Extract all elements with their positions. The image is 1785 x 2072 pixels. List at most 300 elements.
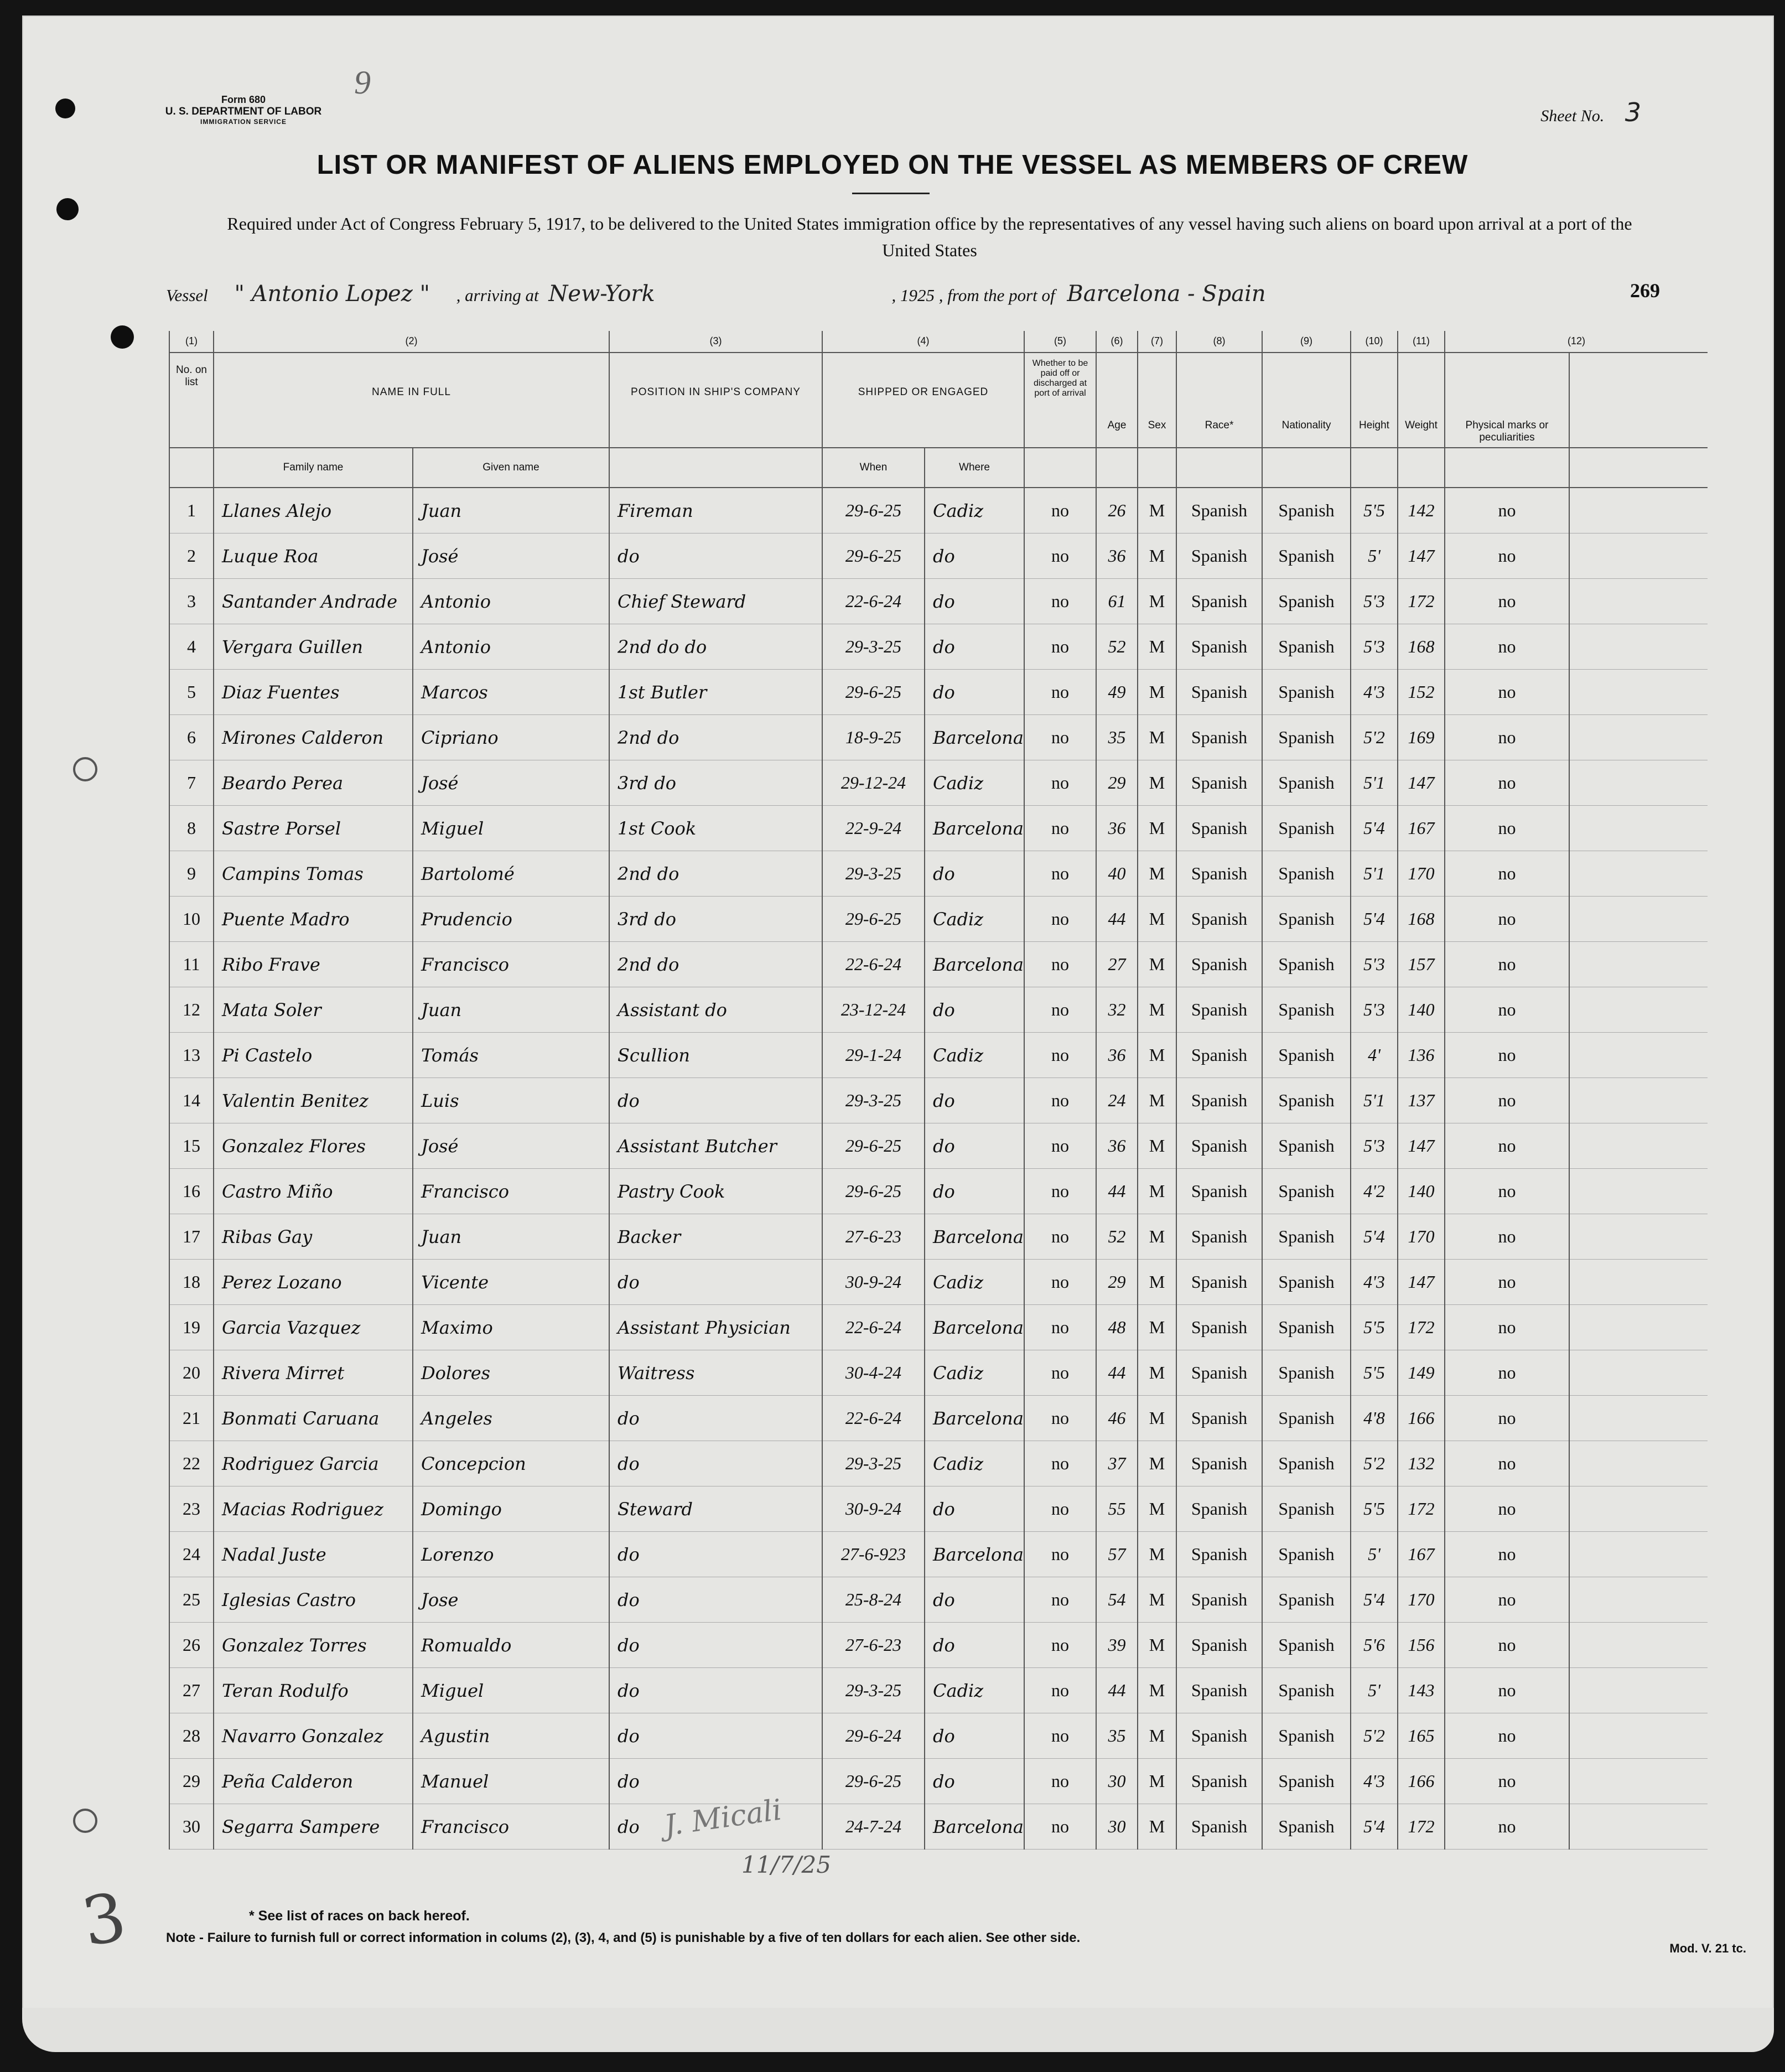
position-cell: Chief Steward [609,579,822,624]
shipped-when-cell: 22-6-24 [822,942,925,987]
shipped-when-cell: 29-6-25 [822,1759,925,1804]
paid-off-cell: no [1024,1623,1096,1668]
header-blank [1176,448,1262,488]
age-cell: 26 [1096,488,1138,533]
row-number: 26 [169,1623,214,1668]
col-num: (10) [1351,331,1398,353]
shipped-when-cell: 29-3-25 [822,1668,925,1713]
sex-cell: M [1138,1169,1176,1214]
row-number: 7 [169,760,214,806]
row-number: 21 [169,1396,214,1441]
shipped-where-cell: Cadiz [925,897,1024,942]
arriving-port: New-York [548,281,655,307]
header-nationality: Nationality [1262,353,1351,448]
paid-off-cell: no [1024,806,1096,851]
given-name-cell: Antonio [413,579,609,624]
shipped-when-cell: 29-3-25 [822,624,925,670]
position-cell: 2nd do [609,715,822,760]
family-name-cell: Rodriguez Garcia [214,1441,413,1486]
col-num: (5) [1024,331,1096,353]
paid-off-cell: no [1024,579,1096,624]
header-given-name: Given name [413,448,609,488]
table-row [169,488,1708,533]
marks-cell: no [1445,1623,1569,1668]
given-name-cell: Dolores [413,1350,609,1396]
nationality-cell: Spanish [1262,1804,1351,1850]
shipped-when-cell: 29-6-24 [822,1713,925,1759]
height-cell: 4'3 [1351,1759,1398,1804]
height-cell: 5'3 [1351,987,1398,1033]
blank-cell [1569,533,1708,579]
nationality-cell: Spanish [1262,1713,1351,1759]
marks-cell: no [1445,488,1569,533]
family-name-cell: Pi Castelo [214,1033,413,1078]
family-name-cell: Campins Tomas [214,851,413,897]
given-name-cell: Bartolomé [413,851,609,897]
family-name-cell: Mirones Calderon [214,715,413,760]
family-name-cell: Vergara Guillen [214,624,413,670]
given-name-cell: Francisco [413,942,609,987]
nationality-cell: Spanish [1262,1078,1351,1123]
nationality-cell: Spanish [1262,488,1351,533]
blank-cell [1569,1123,1708,1169]
nationality-cell: Spanish [1262,1441,1351,1486]
given-name-cell: Juan [413,987,609,1033]
weight-cell: 132 [1398,1441,1445,1486]
height-cell: 5'4 [1351,897,1398,942]
weight-cell: 168 [1398,897,1445,942]
blank-cell [1569,1759,1708,1804]
age-cell: 40 [1096,851,1138,897]
sex-cell: M [1138,851,1176,897]
punch-hole [55,99,75,118]
header-blank [1351,448,1398,488]
col-num: (11) [1398,331,1445,353]
paid-off-cell: no [1024,1532,1096,1577]
weight-cell: 166 [1398,1396,1445,1441]
row-number: 10 [169,897,214,942]
punch-hole [56,198,79,220]
age-cell: 35 [1096,1713,1138,1759]
family-name-cell: Mata Soler [214,987,413,1033]
race-cell: Spanish [1176,1396,1262,1441]
height-cell: 5'5 [1351,1486,1398,1532]
marks-cell: no [1445,624,1569,670]
height-cell: 5'3 [1351,1123,1398,1169]
given-name-cell: Cipriano [413,715,609,760]
race-cell: Spanish [1176,760,1262,806]
col-num: (6) [1096,331,1138,353]
form-number: Form 680 [221,94,266,105]
weight-cell: 137 [1398,1078,1445,1123]
col-num: (8) [1176,331,1262,353]
family-name-cell: Segarra Sampere [214,1804,413,1850]
age-cell: 44 [1096,1169,1138,1214]
marks-cell: no [1445,897,1569,942]
shipped-when-cell: 22-6-24 [822,1396,925,1441]
form-id-block [127,94,360,126]
race-cell: Spanish [1176,1214,1262,1260]
shipped-where-cell: Cadiz [925,488,1024,533]
shipped-when-cell: 29-6-25 [822,1123,925,1169]
marks-cell: no [1445,1532,1569,1577]
page-title: LIST OR MANIFEST OF ALIENS EMPLOYED ON THE VESSEL AS MEMBERS OF CREW [316,150,1469,180]
given-name-cell: Antonio [413,624,609,670]
service-name: IMMIGRATION SERVICE [200,118,287,126]
sex-cell: M [1138,624,1176,670]
header-blank [1096,448,1138,488]
paid-off-cell: no [1024,1260,1096,1305]
paid-off-cell: no [1024,897,1096,942]
race-cell: Spanish [1176,1759,1262,1804]
height-cell: 5'4 [1351,1577,1398,1623]
nationality-cell: Spanish [1262,851,1351,897]
shipped-where-cell: Barcelona [925,1804,1024,1850]
age-cell: 30 [1096,1759,1138,1804]
paid-off-cell: no [1024,760,1096,806]
shipped-where-cell: Barcelona [925,1396,1024,1441]
given-name-cell: José [413,1123,609,1169]
nationality-cell: Spanish [1262,1577,1351,1623]
marks-cell: no [1445,1577,1569,1623]
height-cell: 5'3 [1351,942,1398,987]
nationality-cell: Spanish [1262,987,1351,1033]
crew-table-wrap [169,331,1707,1850]
family-name-cell: Ribas Gay [214,1214,413,1260]
sex-cell: M [1138,1260,1176,1305]
weight-cell: 165 [1398,1713,1445,1759]
family-name-cell: Castro Miño [214,1169,413,1214]
form-mod: Mod. V. 21 tc. [1669,1941,1746,1955]
nationality-cell: Spanish [1262,1169,1351,1214]
given-name-cell: José [413,533,609,579]
sex-cell: M [1138,488,1176,533]
weight-cell: 170 [1398,1214,1445,1260]
height-cell: 5'4 [1351,1214,1398,1260]
nationality-cell: Spanish [1262,1350,1351,1396]
sex-cell: M [1138,670,1176,715]
family-name-cell: Beardo Perea [214,760,413,806]
title-rule [852,193,930,194]
header-family-name: Family name [214,448,413,488]
age-cell: 49 [1096,670,1138,715]
marks-cell: no [1445,1260,1569,1305]
position-cell: 1st Cook [609,806,822,851]
nationality-cell: Spanish [1262,1214,1351,1260]
paid-off-cell: no [1024,1804,1096,1850]
header-race: Race* [1176,353,1262,448]
paid-off-cell: no [1024,987,1096,1033]
weight-cell: 143 [1398,1668,1445,1713]
row-number: 27 [169,1668,214,1713]
position-cell: do [609,533,822,579]
shipped-when-cell: 24-7-24 [822,1804,925,1850]
nationality-cell: Spanish [1262,760,1351,806]
blank-cell [1569,1804,1708,1850]
shipped-when-cell: 29-6-25 [822,1169,925,1214]
year-text: , 1925 , from the port of [891,286,1055,305]
shipped-where-cell: Barcelona [925,1305,1024,1350]
age-cell: 44 [1096,1668,1138,1713]
table-row [169,579,1708,624]
nationality-cell: Spanish [1262,1123,1351,1169]
table-row [169,897,1708,942]
shipped-when-cell: 27-6-23 [822,1623,925,1668]
family-name-cell: Nadal Juste [214,1532,413,1577]
age-cell: 37 [1096,1441,1138,1486]
paid-off-cell: no [1024,851,1096,897]
blank-cell [1569,1033,1708,1078]
race-cell: Spanish [1176,1713,1262,1759]
marks-cell: no [1445,1396,1569,1441]
height-cell: 5'3 [1351,579,1398,624]
marks-cell: no [1445,851,1569,897]
sex-cell: M [1138,942,1176,987]
col-num: (2) [214,331,609,353]
table-row [169,1759,1708,1804]
paid-off-cell: no [1024,1759,1096,1804]
age-cell: 27 [1096,942,1138,987]
row-number: 13 [169,1033,214,1078]
table-row [169,1123,1708,1169]
header-blank [1398,448,1445,488]
blank-cell [1569,1713,1708,1759]
shipped-when-cell: 29-12-24 [822,760,925,806]
sex-cell: M [1138,1350,1176,1396]
blank-cell [1569,1668,1708,1713]
nationality-cell: Spanish [1262,1260,1351,1305]
marks-cell: no [1445,1486,1569,1532]
table-row [169,1350,1708,1396]
blank-cell [1569,851,1708,897]
given-name-cell: Tomás [413,1033,609,1078]
shipped-when-cell: 22-9-24 [822,806,925,851]
shipped-where-cell: Cadiz [925,1033,1024,1078]
nationality-cell: Spanish [1262,1668,1351,1713]
row-number: 8 [169,806,214,851]
marks-cell: no [1445,760,1569,806]
race-cell: Spanish [1176,1532,1262,1577]
weight-cell: 140 [1398,987,1445,1033]
shipped-where-cell: do [925,1486,1024,1532]
age-cell: 35 [1096,715,1138,760]
height-cell: 5' [1351,1532,1398,1577]
nationality-cell: Spanish [1262,533,1351,579]
table-row [169,806,1708,851]
paid-off-cell: no [1024,1577,1096,1623]
paid-off-cell: no [1024,942,1096,987]
shipped-where-cell: do [925,670,1024,715]
paid-off-cell: no [1024,1668,1096,1713]
race-footnote: * See list of races on back hereof. [249,1908,470,1924]
blank-cell [1569,715,1708,760]
nationality-cell: Spanish [1262,715,1351,760]
sex-cell: M [1138,1486,1176,1532]
position-cell: do [609,1623,822,1668]
table-row [169,760,1708,806]
position-cell: do [609,1396,822,1441]
blank-cell [1569,579,1708,624]
shipped-where-cell: Cadiz [925,1668,1024,1713]
age-cell: 48 [1096,1305,1138,1350]
header-blank [1569,353,1708,448]
given-name-cell: Jose [413,1577,609,1623]
table-row [169,942,1708,987]
blank-cell [1569,488,1708,533]
vessel-label: Vessel [166,286,208,305]
table-row [169,1713,1708,1759]
weight-cell: 149 [1398,1350,1445,1396]
age-cell: 36 [1096,533,1138,579]
shipped-where-cell: do [925,1759,1024,1804]
header-height: Height [1351,353,1398,448]
row-number: 15 [169,1123,214,1169]
col-num: (1) [169,331,214,353]
shipped-where-cell: Cadiz [925,1441,1024,1486]
table-row [169,624,1708,670]
inspector-signature: J. Micali [662,1793,784,1843]
position-cell: Assistant Physician [609,1305,822,1350]
age-cell: 44 [1096,897,1138,942]
race-cell: Spanish [1176,851,1262,897]
position-cell: Assistant do [609,987,822,1033]
header-age: Age [1096,353,1138,448]
height-cell: 5'5 [1351,488,1398,533]
age-cell: 36 [1096,1033,1138,1078]
weight-cell: 166 [1398,1759,1445,1804]
blank-cell [1569,897,1708,942]
nationality-cell: Spanish [1262,1396,1351,1441]
shipped-where-cell: Cadiz [925,1260,1024,1305]
marks-cell: no [1445,1350,1569,1396]
shipped-when-cell: 29-6-25 [822,533,925,579]
paid-off-cell: no [1024,1033,1096,1078]
blank-cell [1569,1577,1708,1623]
weight-cell: 157 [1398,942,1445,987]
paid-off-cell: no [1024,1169,1096,1214]
vessel-name: " Antonio Lopez " [234,281,430,307]
age-cell: 52 [1096,1214,1138,1260]
blank-cell [1569,1532,1708,1577]
blank-cell [1569,1486,1708,1532]
given-name-cell: Vicente [413,1260,609,1305]
header-position: POSITION IN SHIP'S COMPANY [609,353,822,448]
weight-cell: 142 [1398,488,1445,533]
shipped-when-cell: 25-8-24 [822,1577,925,1623]
paid-off-cell: no [1024,533,1096,579]
shipped-when-cell: 18-9-25 [822,715,925,760]
table-row [169,1033,1708,1078]
family-name-cell: Macias Rodriguez [214,1486,413,1532]
height-cell: 4'2 [1351,1169,1398,1214]
race-cell: Spanish [1176,533,1262,579]
row-number: 22 [169,1441,214,1486]
family-name-cell: Iglesias Castro [214,1577,413,1623]
position-cell: 2nd do do [609,624,822,670]
family-name-cell: Peña Calderon [214,1759,413,1804]
marks-cell: no [1445,1713,1569,1759]
height-cell: 5'4 [1351,806,1398,851]
position-cell: do [609,1668,822,1713]
table-row [169,533,1708,579]
shipped-where-cell: do [925,1123,1024,1169]
sex-cell: M [1138,1759,1176,1804]
position-cell: Assistant Butcher [609,1123,822,1169]
shipped-where-cell: Barcelona [925,806,1024,851]
paid-off-cell: no [1024,1486,1096,1532]
race-cell: Spanish [1176,1305,1262,1350]
height-cell: 5'3 [1351,624,1398,670]
header-sex: Sex [1138,353,1176,448]
department-name: U. S. DEPARTMENT OF LABOR [165,106,322,117]
age-cell: 30 [1096,1804,1138,1850]
blank-cell [1569,670,1708,715]
table-row [169,1668,1708,1713]
age-cell: 55 [1096,1486,1138,1532]
shipped-when-cell: 30-9-24 [822,1486,925,1532]
race-cell: Spanish [1176,1804,1262,1850]
age-cell: 54 [1096,1577,1138,1623]
blank-cell [1569,1441,1708,1486]
sex-cell: M [1138,1577,1176,1623]
header-blank [1262,448,1351,488]
position-cell: do [609,1804,822,1850]
given-name-cell: Concepcion [413,1441,609,1486]
row-number: 16 [169,1169,214,1214]
race-cell: Spanish [1176,1577,1262,1623]
age-cell: 46 [1096,1396,1138,1441]
given-name-cell: Luis [413,1078,609,1123]
blank-cell [1569,987,1708,1033]
race-cell: Spanish [1176,1441,1262,1486]
position-cell: do [609,1078,822,1123]
row-number: 4 [169,624,214,670]
row-number: 24 [169,1532,214,1577]
nationality-cell: Spanish [1262,624,1351,670]
sex-cell: M [1138,1123,1176,1169]
table-row [169,1623,1708,1668]
given-name-cell: Francisco [413,1804,609,1850]
vessel-line [166,281,1660,307]
row-number: 11 [169,942,214,987]
height-cell: 5'2 [1351,715,1398,760]
marks-cell: no [1445,987,1569,1033]
table-row [169,715,1708,760]
header-weight: Weight [1398,353,1445,448]
nationality-cell: Spanish [1262,1532,1351,1577]
table-row [169,1169,1708,1214]
family-name-cell: Diaz Fuentes [214,670,413,715]
nationality-cell: Spanish [1262,897,1351,942]
row-number: 18 [169,1260,214,1305]
given-name-cell: Manuel [413,1759,609,1804]
race-cell: Spanish [1176,1486,1262,1532]
shipped-when-cell: 29-3-25 [822,851,925,897]
weight-cell: 167 [1398,1532,1445,1577]
blank-cell [1569,806,1708,851]
family-name-cell: Garcia Vazquez [214,1305,413,1350]
table-row [169,851,1708,897]
given-name-cell: Maximo [413,1305,609,1350]
header-no-on-list: No. on list [169,353,214,448]
age-cell: 61 [1096,579,1138,624]
header-when: When [822,448,925,488]
col-num: (12) [1445,331,1708,353]
header-blank [1024,448,1096,488]
sex-cell: M [1138,1668,1176,1713]
arriving-label: , arriving at [456,286,539,305]
marks-cell: no [1445,533,1569,579]
